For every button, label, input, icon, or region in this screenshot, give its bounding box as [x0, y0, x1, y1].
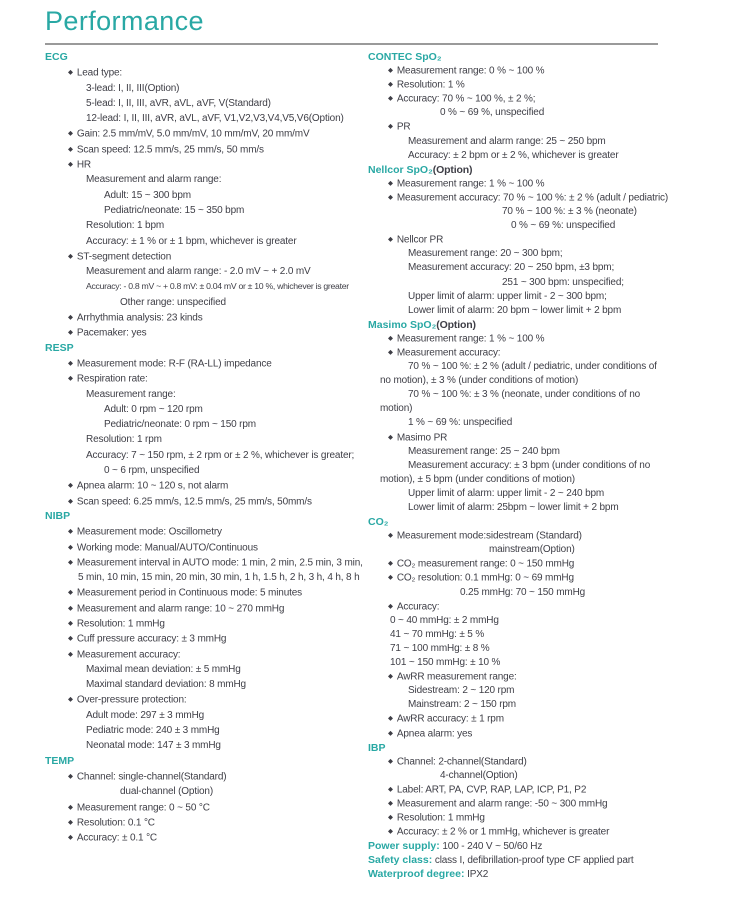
diamond-bullet-icon: ◆	[68, 252, 73, 260]
spec-line	[368, 177, 746, 191]
spec-text: Accuracy: 7 ~ 150 rpm, ± 2 rpm or ± 2 %, whichever is greater;	[86, 449, 355, 461]
diamond-bullet-icon: ◆	[68, 161, 73, 169]
spec-text: Measurement range: 0 ~ 50 °C	[76, 802, 210, 814]
spec-line	[45, 356, 365, 371]
spec-line	[45, 494, 365, 509]
spec-line	[45, 585, 365, 600]
spec-line	[368, 797, 746, 811]
spec-text: dual-channel (Option)	[120, 786, 214, 798]
spec-line	[368, 557, 746, 571]
spec-line	[368, 135, 746, 149]
spec-line	[45, 463, 365, 478]
spec-text: Adult: 0 rpm ~ 120 rpm	[104, 403, 203, 415]
spec-line	[368, 78, 746, 92]
diamond-bullet-icon: ◆	[68, 528, 73, 536]
spec-text: Maximal mean deviation: ± 5 mmHg	[86, 663, 241, 675]
spec-line	[368, 374, 746, 388]
section-name: Waterproof degree:	[368, 868, 465, 881]
spec-line	[45, 65, 365, 80]
spec-line	[45, 708, 365, 723]
spec-line	[368, 64, 746, 78]
spec-line	[368, 276, 746, 290]
spec-line	[45, 188, 365, 203]
spec-line	[368, 416, 746, 430]
spec-line	[368, 642, 746, 656]
spec-text: 70 % ~ 100 %: ± 2 % (adult / pediatric, under conditions of	[408, 361, 657, 373]
spec-text: Mainstream: 2 ~ 150 rpm	[408, 699, 516, 711]
diamond-bullet-icon: ◆	[68, 314, 73, 322]
spec-text: Respiration rate:	[76, 373, 148, 385]
spec-text: Over-pressure protection:	[76, 694, 187, 706]
spec-line	[45, 830, 365, 845]
section-name: Power supply:	[368, 840, 440, 853]
spec-text: CO₂ measurement range: 0 ~ 150 mmHg	[396, 558, 575, 570]
spec-line	[45, 723, 365, 738]
spec-text: Measurement accuracy: 70 % ~ 100 %: ± 2 % (adult / pediatric)	[396, 192, 669, 204]
diamond-bullet-icon: ◆	[388, 95, 393, 103]
spec-text: 1 % ~ 69 %: unspecified	[408, 417, 513, 429]
section-header	[45, 50, 365, 65]
spec-line	[45, 815, 365, 830]
spec-line	[45, 81, 365, 96]
diamond-bullet-icon: ◆	[68, 696, 73, 704]
spec-line	[45, 448, 365, 463]
section-header	[368, 163, 746, 177]
spec-line	[368, 501, 746, 515]
diamond-bullet-icon: ◆	[68, 359, 73, 367]
spec-text: no motion), ± 3 % (under conditions of motion)	[380, 375, 579, 387]
spec-text: Measurement accuracy: 20 ~ 250 bpm, ±3 bpm;	[408, 262, 615, 274]
diamond-bullet-icon: ◆	[388, 532, 393, 540]
spec-line	[45, 387, 365, 402]
spec-line	[368, 614, 746, 628]
spec-line	[45, 524, 365, 539]
spec-text: Measurement range: 1 % ~ 100 %	[396, 333, 545, 345]
spec-text: Apnea alarm: 10 ~ 120 s, not alarm	[76, 480, 229, 492]
section-suffix: IPX2	[464, 869, 489, 881]
diamond-bullet-icon: ◆	[388, 729, 393, 737]
spec-line	[368, 727, 746, 741]
diamond-bullet-icon: ◆	[388, 799, 393, 807]
diamond-bullet-icon: ◆	[68, 497, 73, 505]
spec-line	[45, 264, 365, 279]
diamond-bullet-icon: ◆	[388, 757, 393, 765]
spec-text: Resolution: 1 mmHg	[76, 618, 165, 630]
spec-line	[45, 647, 365, 662]
spec-text: 251 ~ 300 bpm: unspecified;	[502, 276, 624, 288]
spec-text: 0 ~ 40 mmHg: ± 2 mmHg	[390, 614, 499, 626]
spec-text: Measurement range: 1 % ~ 100 %	[396, 178, 545, 190]
spec-line	[368, 459, 746, 473]
spec-text: Neonatal mode: 147 ± 3 mmHg	[86, 740, 221, 752]
spec-line	[45, 570, 365, 585]
diamond-bullet-icon: ◆	[68, 375, 73, 383]
spec-text: Channel: single-channel(Standard)	[76, 771, 227, 783]
diamond-bullet-icon: ◆	[388, 814, 393, 822]
spec-line	[45, 738, 365, 753]
spec-line	[45, 371, 365, 386]
section-name: ECG	[45, 51, 68, 63]
spec-line	[45, 417, 365, 432]
spec-text: Lead type:	[76, 67, 123, 79]
spec-text: Measurement and alarm range: 25 ~ 250 bpm	[408, 135, 606, 147]
spec-line	[368, 755, 746, 769]
spec-line	[368, 600, 746, 614]
spec-text: Pacemaker: yes	[76, 327, 147, 339]
spec-text: Upper limit of alarm: upper limit - 2 ~ 240 bpm	[408, 487, 605, 499]
spec-line	[368, 656, 746, 670]
spec-text: Measurement and alarm range:	[86, 174, 222, 186]
spec-text: Arrhythmia analysis: 23 kinds	[76, 312, 203, 324]
diamond-bullet-icon: ◆	[68, 818, 73, 826]
section-name: Safety class:	[368, 854, 433, 867]
spec-text: Resolution: 1 rpm	[86, 434, 162, 446]
spec-line	[45, 601, 365, 616]
page-title: Performance	[45, 6, 204, 36]
spec-line	[368, 290, 746, 304]
spec-text: 4-channel(Option)	[440, 769, 518, 781]
spec-text: Measurement range: 25 ~ 240 bpm	[408, 445, 560, 457]
diamond-bullet-icon: ◆	[68, 650, 73, 658]
diamond-bullet-icon: ◆	[68, 834, 73, 842]
spec-text: Scan speed: 6.25 mm/s, 12.5 mm/s, 25 mm/s, 50mm/s	[76, 496, 312, 508]
spec-text: motion), ± 5 bpm (under conditions of motion)	[380, 473, 575, 485]
diamond-bullet-icon: ◆	[68, 772, 73, 780]
spec-text: Maximal standard deviation: 8 mmHg	[86, 679, 246, 691]
spec-text: Resolution: 0.1 °C	[76, 817, 155, 829]
spec-line	[368, 431, 746, 445]
spec-text: Measurement and alarm range: - 2.0 mV ~ + 2.0 mV	[86, 266, 311, 278]
spec-line	[368, 628, 746, 642]
spec-text: AwRR measurement range:	[396, 671, 517, 683]
spec-text: Accuracy: ± 0.1 °C	[76, 832, 158, 844]
spec-line	[368, 571, 746, 585]
spec-line	[45, 234, 365, 249]
spec-text: 3-lead: I, II, III(Option)	[86, 82, 180, 94]
spec-line	[368, 247, 746, 261]
spec-text: ST-segment detection	[76, 251, 172, 263]
spec-text: 41 ~ 70 mmHg: ± 5 %	[390, 628, 485, 640]
spec-column-left	[45, 50, 365, 845]
spec-text: Measurement accuracy: ± 3 bpm (under conditions of no	[408, 459, 651, 471]
diamond-bullet-icon: ◆	[388, 433, 393, 441]
spec-line	[368, 388, 746, 402]
diamond-bullet-icon: ◆	[388, 673, 393, 681]
spec-line	[45, 203, 365, 218]
spec-line	[45, 111, 365, 126]
spec-text: 70 % ~ 100 %: ± 3 % (neonate, under conditions of no	[408, 389, 641, 401]
spec-column-right	[368, 50, 746, 882]
spec-line	[45, 295, 365, 310]
spec-text: Measurement range:	[86, 388, 176, 400]
spec-line	[45, 325, 365, 340]
spec-text: Channel: 2-channel(Standard)	[396, 756, 527, 768]
spec-text: Measurement accuracy:	[76, 649, 181, 661]
spec-line	[45, 126, 365, 141]
spec-text: Pediatric/neonate: 15 ~ 350 bpm	[104, 204, 245, 216]
spec-text: Resolution: 1 bpm	[86, 220, 165, 232]
diamond-bullet-icon: ◆	[388, 785, 393, 793]
spec-line	[368, 783, 746, 797]
spec-line	[368, 205, 746, 219]
spec-text: 70 % ~ 100 %: ± 3 % (neonate)	[502, 206, 637, 218]
section-header	[368, 318, 746, 332]
spec-text: Adult: 15 ~ 300 bpm	[104, 189, 191, 201]
spec-text: Accuracy: ± 1 % or ± 1 bpm, whichever is greater	[86, 235, 297, 247]
spec-text: 0 % ~ 69 %: unspecified	[511, 220, 616, 232]
spec-line	[368, 473, 746, 487]
spec-line	[45, 172, 365, 187]
spec-text: Measurement and alarm range: -50 ~ 300 mmHg	[396, 798, 608, 810]
diamond-bullet-icon: ◆	[388, 348, 393, 356]
section-name: RESP	[45, 341, 74, 354]
spec-line	[45, 677, 365, 692]
spec-text: 5 min, 10 min, 15 min, 20 min, 30 min, 1 h, 1.5 h, 2 h, 3 h, 4 h, 8 h	[78, 572, 360, 584]
spec-text: Cuff pressure accuracy: ± 3 mmHg	[76, 633, 227, 645]
spec-line	[368, 233, 746, 247]
diamond-bullet-icon: ◆	[68, 558, 73, 566]
spec-text: Resolution: 1 %	[396, 79, 465, 91]
spec-text: Apnea alarm: yes	[396, 728, 473, 739]
diamond-bullet-icon: ◆	[68, 130, 73, 138]
section-header	[45, 509, 365, 524]
spec-text: 71 ~ 100 mmHg: ± 8 %	[390, 642, 490, 654]
spec-text: Adult mode: 297 ± 3 mmHg	[86, 709, 205, 721]
spec-line	[368, 712, 746, 726]
diamond-bullet-icon: ◆	[388, 574, 393, 582]
spec-line	[368, 106, 746, 120]
diamond-bullet-icon: ◆	[68, 329, 73, 337]
title-underline	[45, 43, 658, 45]
spec-text: Nellcor PR	[396, 234, 444, 246]
spec-line	[45, 432, 365, 447]
spec-line	[45, 218, 365, 233]
spec-line	[45, 800, 365, 815]
spec-line	[368, 769, 746, 783]
section-header	[368, 853, 746, 867]
diamond-bullet-icon: ◆	[68, 69, 73, 77]
spec-text: Measurement and alarm range: 10 ~ 270 mmHg	[76, 603, 285, 615]
spec-line	[45, 555, 365, 570]
spec-line	[368, 529, 746, 543]
spec-text: 12-lead: I, II, III, aVR, aVL, aVF, V1,V2,V3,V4,V5,V6(Option)	[86, 113, 344, 125]
diamond-bullet-icon: ◆	[388, 828, 393, 836]
diamond-bullet-icon: ◆	[68, 589, 73, 597]
diamond-bullet-icon: ◆	[68, 604, 73, 612]
spec-text: 0.25 mmHg: 70 ~ 150 mmHg	[460, 586, 586, 598]
spec-line	[45, 540, 365, 555]
section-header	[368, 741, 746, 755]
section-suffix: 100 - 240 V ~ 50/60 Hz	[439, 841, 543, 853]
spec-text: AwRR accuracy: ± 1 rpm	[396, 713, 504, 725]
spec-line	[368, 360, 746, 374]
spec-line	[368, 684, 746, 698]
spec-text: mainstream(Option)	[489, 544, 575, 556]
spec-line	[368, 445, 746, 459]
diamond-bullet-icon: ◆	[388, 193, 393, 201]
diamond-bullet-icon: ◆	[388, 179, 393, 187]
diamond-bullet-icon: ◆	[68, 635, 73, 643]
spec-text: PR	[396, 121, 411, 133]
diamond-bullet-icon: ◆	[388, 715, 393, 723]
section-name: Nellcor SpO₂	[368, 163, 433, 176]
spec-text: Measurement interval in AUTO mode: 1 min, 2 min, 2.5 min, 3 min,	[76, 557, 363, 569]
spec-line	[45, 279, 365, 294]
spec-line	[45, 631, 365, 646]
diamond-bullet-icon: ◆	[68, 543, 73, 551]
diamond-bullet-icon: ◆	[68, 482, 73, 490]
section-name: NIBP	[45, 509, 71, 522]
spec-line	[45, 784, 365, 799]
spec-line	[368, 191, 746, 205]
spec-line	[45, 769, 365, 784]
spec-line	[45, 157, 365, 172]
spec-text: Resolution: 1 mmHg	[396, 812, 485, 824]
spec-text: Measurement accuracy:	[396, 347, 501, 359]
spec-text: Accuracy: 70 % ~ 100 %, ± 2 %;	[396, 93, 536, 105]
spec-text: Gain: 2.5 mm/mV, 5.0 mm/mV, 10 mm/mV, 20 mm/mV	[76, 128, 310, 140]
spec-line	[368, 120, 746, 134]
spec-text: Working mode: Manual/AUTO/Continuous	[76, 542, 258, 553]
diamond-bullet-icon: ◆	[388, 81, 393, 89]
spec-text: Masimo PR	[396, 432, 448, 444]
diamond-bullet-icon: ◆	[388, 334, 393, 342]
spec-text: Measurement range: 20 ~ 300 bpm;	[408, 248, 563, 260]
spec-text: Scan speed: 12.5 mm/s, 25 mm/s, 50 mm/s	[76, 144, 264, 156]
diamond-bullet-icon: ◆	[388, 236, 393, 244]
spec-text: Sidestream: 2 ~ 120 rpm	[408, 685, 515, 697]
spec-line	[368, 332, 746, 346]
spec-line	[368, 825, 746, 839]
spec-line	[45, 662, 365, 677]
spec-line	[368, 586, 746, 600]
spec-text: 5-lead: I, II, III, aVR, aVL, aVF, V(Standard)	[86, 97, 271, 109]
diamond-bullet-icon: ◆	[388, 67, 393, 75]
diamond-bullet-icon: ◆	[68, 803, 73, 811]
spec-line	[368, 543, 746, 557]
spec-text: Measurement period in Continuous mode: 5 minutes	[76, 587, 303, 599]
spec-line	[368, 487, 746, 501]
spec-text: Pediatric mode: 240 ± 3 mmHg	[86, 725, 220, 737]
spec-line	[368, 346, 746, 360]
spec-line	[368, 219, 746, 233]
spec-text: Other range: unspecified	[120, 296, 226, 308]
section-header	[368, 515, 746, 529]
spec-text: Pediatric/neonate: 0 rpm ~ 150 rpm	[104, 419, 256, 431]
spec-line	[45, 478, 365, 493]
section-name: TEMP	[45, 754, 75, 767]
spec-text: Measurement mode:sidestream (Standard)	[396, 530, 582, 542]
spec-line	[45, 310, 365, 325]
spec-text: Measurement range: 0 % ~ 100 %	[396, 65, 545, 77]
spec-line	[45, 402, 365, 417]
section-header	[368, 839, 746, 853]
diamond-bullet-icon: ◆	[68, 145, 73, 153]
spec-text: CO₂ resolution: 0.1 mmHg: 0 ~ 69 mmHg	[396, 572, 574, 584]
diamond-bullet-icon: ◆	[388, 560, 393, 568]
spec-text: Lower limit of alarm: 25bpm ~ lower limit + 2 bpm	[408, 502, 619, 513]
spec-text: Accuracy: - 0.8 mV ~ + 0.8 mV: ± 0.04 mV or ± 10 %, whichever is greater	[86, 281, 349, 292]
spec-line	[45, 249, 365, 264]
spec-line	[45, 616, 365, 631]
section-header	[368, 50, 746, 64]
section-suffix: (Option)	[432, 163, 473, 176]
section-header	[45, 341, 365, 356]
spec-line	[368, 698, 746, 712]
spec-line	[368, 811, 746, 825]
section-header	[368, 867, 746, 881]
section-header	[45, 754, 365, 769]
section-name: CO₂	[368, 516, 389, 529]
diamond-bullet-icon: ◆	[68, 619, 73, 627]
spec-line	[368, 261, 746, 275]
spec-text: motion)	[380, 403, 413, 415]
spec-line	[368, 402, 746, 416]
spec-text: Accuracy: ± 2 bpm or ± 2 %, whichever is greater	[408, 149, 619, 161]
spec-text: 0 ~ 6 rpm, unspecified	[104, 465, 200, 477]
diamond-bullet-icon: ◆	[388, 602, 393, 610]
spec-line	[45, 692, 365, 707]
section-suffix: class I, defibrillation-proof type CF applied part	[432, 855, 634, 867]
spec-line	[45, 96, 365, 111]
spec-text: Accuracy: ± 2 % or 1 mmHg, whichever is greater	[396, 826, 610, 838]
spec-text: HR	[76, 159, 92, 171]
section-name: CONTEC SpO₂	[368, 51, 442, 63]
spec-line	[45, 142, 365, 157]
section-name: Masimo SpO₂	[368, 318, 437, 331]
diamond-bullet-icon: ◆	[388, 123, 393, 131]
section-name: IBP	[368, 741, 386, 754]
spec-text: Label: ART, PA, CVP, RAP, LAP, ICP, P1, P2	[396, 784, 587, 796]
spec-line	[368, 670, 746, 684]
spec-text: 101 ~ 150 mmHg: ± 10 %	[390, 657, 501, 669]
spec-text: 0 % ~ 69 %, unspecified	[440, 107, 545, 119]
spec-line	[368, 304, 746, 318]
spec-line	[368, 149, 746, 163]
spec-text: Measurement mode: Oscillometry	[76, 526, 222, 538]
spec-text: Measurement mode: R-F (RA-LL) impedance	[76, 358, 272, 370]
spec-text: Upper limit of alarm: upper limit - 2 ~ 300 bpm;	[408, 290, 607, 302]
spec-line	[368, 92, 746, 106]
section-suffix: (Option)	[436, 318, 476, 331]
spec-text: Accuracy:	[396, 601, 440, 613]
spec-text: Lower limit of alarm: 20 bpm ~ lower limit + 2 bpm	[408, 304, 622, 316]
